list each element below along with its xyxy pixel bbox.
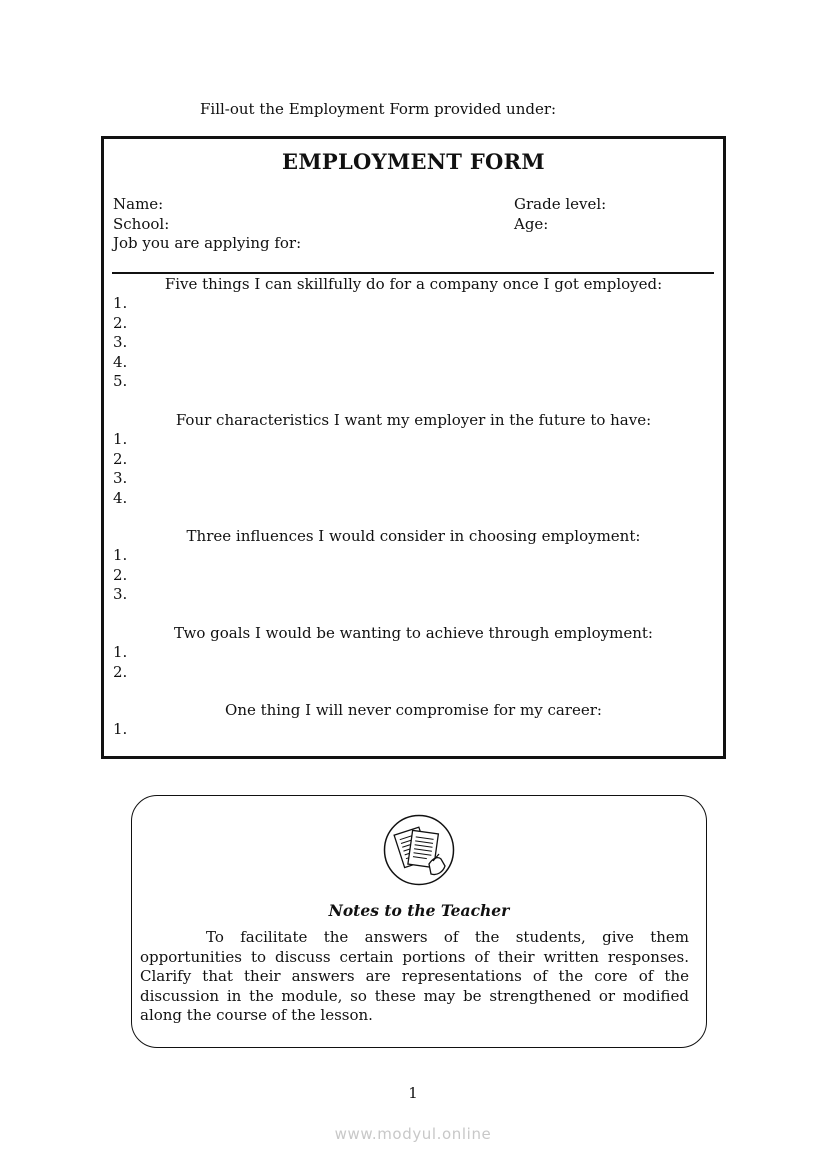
list-item: 2. [113, 662, 128, 681]
form-title: EMPLOYMENT FORM [282, 149, 545, 174]
section-title: Five things I can skillfully do for a company once I got employed: [164, 275, 663, 293]
section-title: One thing I will never compromise for my career: [225, 701, 602, 719]
list-item: 3. [113, 469, 128, 488]
item-list [113, 430, 714, 508]
notes-body: To facilitate the answers of the students, give them opportunities to discuss certain portions of their written responses. Clarify that their answers are representations of the core of the discussion in the module, so these may be strengthened or modified along the course of the lesson. [140, 928, 689, 1024]
list-item: 2. [113, 565, 128, 584]
list-item: 4. [113, 352, 128, 371]
list-item: 2. [113, 313, 128, 332]
form-divider [112, 272, 714, 274]
section-title: Four characteristics I want my employer in the future to have: [175, 411, 652, 429]
section-title: Two goals I would be wanting to achieve through employment: [174, 624, 653, 642]
grade-level-field-label: Grade level: [514, 195, 607, 213]
list-item: 1. [113, 546, 128, 565]
notes-title: Notes to the Teacher [328, 901, 510, 920]
notes-to-teacher-box [131, 795, 707, 1048]
item-list [113, 643, 714, 682]
section-three-influences [113, 527, 714, 605]
watermark: www.modyul.online [334, 1125, 492, 1143]
list-item: 1. [113, 720, 128, 739]
age-field-label: Age: [514, 215, 549, 233]
page-number: 1 [408, 1084, 418, 1102]
employment-form [101, 136, 726, 759]
item-list [113, 294, 714, 391]
job-field-label: Job you are applying for: [113, 234, 302, 252]
list-item: 2. [113, 449, 128, 468]
section-two-goals [113, 624, 714, 682]
item-list [113, 546, 714, 604]
papers-in-hand-icon [383, 814, 455, 886]
section-five-things [113, 275, 714, 391]
list-item: 5. [113, 371, 128, 390]
list-item: 3. [113, 585, 128, 604]
item-list [113, 720, 714, 739]
section-title: Three influences I would consider in choosing employment: [186, 527, 641, 545]
school-field-label: School: [113, 215, 170, 233]
instruction-text: Fill-out the Employment Form provided under: [200, 100, 557, 118]
section-four-characteristics [113, 411, 714, 508]
list-item: 1. [113, 430, 128, 449]
list-item: 1. [113, 294, 128, 313]
list-item: 1. [113, 643, 128, 662]
section-one-thing [113, 701, 714, 740]
name-field-label: Name: [113, 195, 164, 213]
list-item: 4. [113, 488, 128, 507]
list-item: 3. [113, 333, 128, 352]
